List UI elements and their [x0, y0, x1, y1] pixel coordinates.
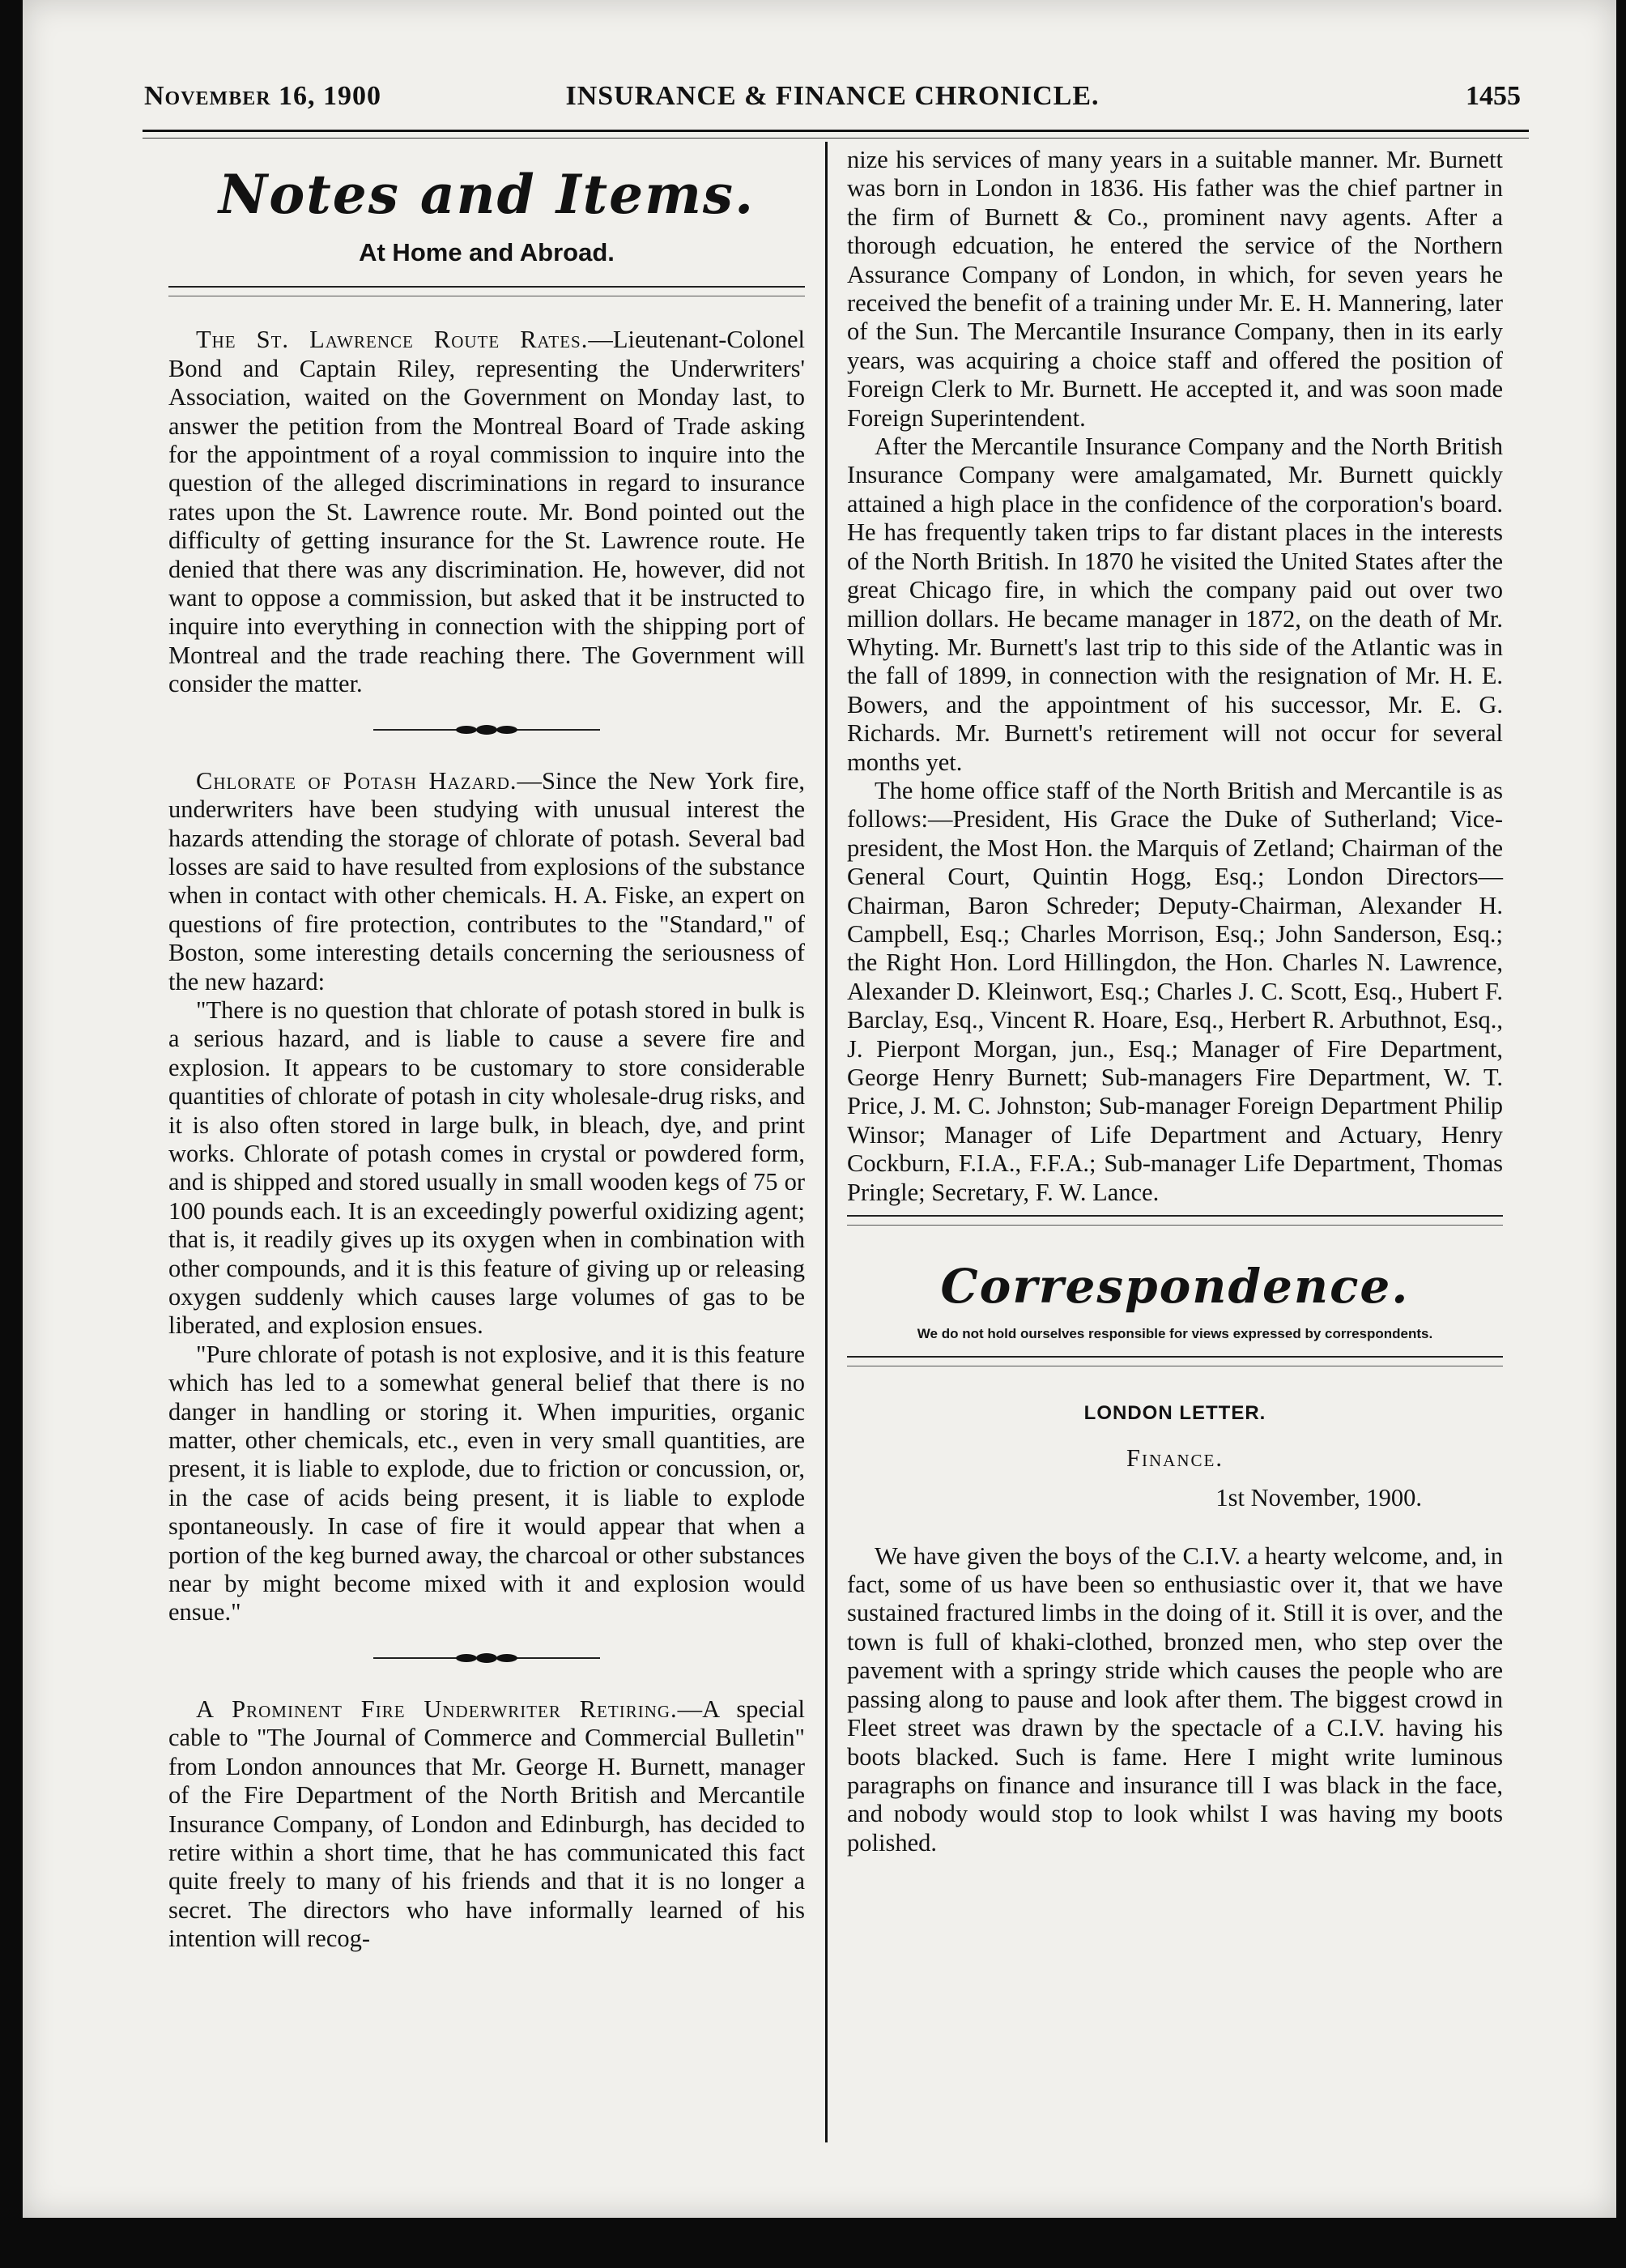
article-body: —Lieutenant-Colonel Bond and Captain Riley, representing the Underwriters' Association, waited on the Government on Monday last, to answer the petition from the Montreal Board of Trade asking for the appointment of a royal commission to inquire into the question of the alleged discriminations in regard to insurance rates upon the St. Lawrence route. Mr. Bond pointed out the difficulty of getting insurance for the St. Lawrence route. He denied that there was any discrimination. He, however, did not want to oppose a commission, but asked that it be instructed to inquire into everything in connection with the shipping port of Montreal and the trade reaching there. The Government will consider the matter. — [168, 326, 805, 698]
left-column — [168, 146, 805, 1954]
divider-ornament — [373, 1648, 600, 1668]
article-body: —Since the New York fire, underwriters have been studying with unusual interest the hazards attending the storage of chlorate of potash. Several bad losses are said to have resulted from explosions of the substance when in contact with other chemicals. H. A. Fiske, an expert on questions of fire protection, contributes to the "Standard," of Boston, some interesting details concerning the seriousness of the new hazard: — [168, 766, 805, 995]
section-rule — [847, 1215, 1503, 1226]
issue-date: November 16, 1900 — [144, 81, 382, 111]
article-body: —A special cable to "The Journal of Commerce and Commercial Bulletin" from London announces that Mr. George H. Burnett, manager of the Fire Department of the North British and Mercantile Insurance Company, of London and Edinburgh, has decided to retire within a short time, that he has communicated this fact quite freely to many of his friends and that it is no longer a secret. The directors who have informally learned of his intention will recog- — [168, 1695, 805, 1953]
section-rule — [168, 286, 805, 296]
article-paragraph: The home office staff of the North British and Mercantile is as follows:—President, His Grace the Duke of Sutherland; Vice-president, the Most Hon. the Marquis of Zetland; Chairman of the General Court, Quintin Hogg, Esq.; London Directors—Chairman, Baron Schreder; Deputy-Chairman, Alexander H. Campbell, Esq.; Charles Morrison, Esq.; John Sanderson, Esq.; the Right Hon. Lord Hillingdon, the Hon. Charles N. Lawrence, Alexander D. Kleinwort, Esq.; Charles J. C. Scott, Esq., Hubert F. Barclay, Esq., Vincent R. Hoare, Esq., Herbert R. Arbuthnot, Esq., J. Pierpont Morgan, jun., Esq.; Manager of Fire Department, George Henry Burnett; Sub-managers Fire Department, W. T. Price, J. M. C. Johnston; Sub-manager Foreign Department Philip Winsor; Manager of Life Department and Actuary, Henry Cockburn, F.I.A., F.F.A.; Sub-manager Life Department, Thomas Pringle; Secretary, F. W. Lance. — [847, 776, 1503, 1206]
article-quote: "Pure chlorate of potash is not explosive, and it is this feature which has led to a somewhat general belief that there is no danger in handling or storing it. When impurities, organic matter, other chemicals, etc., even in very small quantities, are present, it is liable to explode, due to friction or concussion, or, in the case of acids being present, it is liable to explode spontaneously. In case of fire it would appear that when a portion of the keg burned away, the charcoal or other substances near by might become mixed with it and explosion would ensue." — [168, 1340, 805, 1626]
section-subtitle: At Home and Abroad. — [359, 238, 615, 266]
correspondence-title: Correspondence. — [940, 1259, 1410, 1315]
article-quote: "There is no question that chlorate of potash stored in bulk is a serious hazard, and is liable to cause a severe fire and explosion. It appears to be customary to store considerable quantities of chlorate of potash in city wholesale-drug risks, and it is also often stored in large bulk, in bleach, dye, and print works. Chlorate of potash comes in crystal or powdered form, and is shipped and stored usually in small wooden kegs of 75 or 100 pounds each. It is an exceedingly powerful oxidizing agent; that is, it readily gives up its oxygen when in combination with other compounds, and it is this feature of giving up or releasing oxygen suddenly which causes large volumes of gas to be liberated, and explosion ensues. — [168, 995, 805, 1340]
header-rule-thin — [143, 138, 1529, 139]
article-st-lawrence — [168, 326, 805, 698]
article-underwriter — [168, 1695, 805, 1954]
running-head — [144, 81, 1521, 122]
header-rule — [143, 130, 1529, 132]
correspondence-disclaimer: We do not hold ourselves responsible for views expressed by correspondents. — [917, 1326, 1433, 1342]
article-heading: Chlorate of Potash Hazard. — [196, 766, 517, 795]
publication-title: INSURANCE & FINANCE CHRONICLE. — [565, 81, 1100, 111]
letter-title: LONDON LETTER. — [1083, 1402, 1266, 1425]
article-chlorate — [168, 767, 805, 996]
page-number: 1455 — [1466, 81, 1521, 111]
article-continuation: nize his services of many years in a suitable manner. Mr. Burnett was born in London in 1836. His father was the chief partner in the firm of Burnett & Co., prominent navy agents. After a thorough edcuation, he entered the service of the Northern Assurance Company of London, in which, for seven years he received the benefit of a training under Mr. E. H. Mannering, later of the Sun. The Mercantile Insurance Company, then in its early years, was acquiring a choice staff and offered the position of Foreign Clerk to Mr. Burnett. He accepted it, and was soon made Foreign Superintendent. — [847, 146, 1503, 432]
column-divider — [825, 142, 828, 2142]
newspaper-page — [23, 0, 1616, 2218]
letter-date: 1st November, 1900. — [1215, 1484, 1422, 1512]
letter-subtitle: Finance. — [1126, 1443, 1224, 1472]
letter-body: We have given the boys of the C.I.V. a hearty welcome, and, in fact, some of us have been so enthusiastic over it, that we have sustained fractured limbs in the doing of it. Still it is over, and the town is full of khaki-clothed, bronzed men, who step over the pavement with a springy stride which causes the people who are passing along to pause and look after them. The biggest crowd in Fleet street was drawn by the spectacle of a C.I.V. having his boots blacked. Such is fame. Here I might write luminous paragraphs on finance and insurance till I was black in the face, and nobody would stop to look whilst I was having my boots polished. — [847, 1541, 1503, 1857]
section-title: Notes and Items. — [218, 163, 756, 226]
section-rule — [847, 1356, 1503, 1366]
article-heading: The St. Lawrence Route Rates. — [196, 326, 589, 354]
article-paragraph: After the Mercantile Insurance Company and the North British Insurance Company were amalgamated, Mr. Burnett quickly attained a high place in the confidence of the corporation's board. He has frequently taken trips to far distant places in the interests of the North British. In 1870 he visited the United States after the great Chicago fire, in which the company paid out over two million dollars. He became manager in 1872, on the death of Mr. Whyting. Mr. Burnett's last trip to this side of the Atlantic was in the fall of 1899, in connection with the resignation of Mr. H. E. Bowers, and the appointment of his successor, Mr. E. G. Richards. Mr. Burnett's retirement will not occur for several months yet. — [847, 433, 1503, 776]
article-heading: A Prominent Fire Underwriter Retiring. — [196, 1695, 678, 1723]
divider-ornament — [373, 720, 600, 740]
right-column — [847, 146, 1503, 1857]
